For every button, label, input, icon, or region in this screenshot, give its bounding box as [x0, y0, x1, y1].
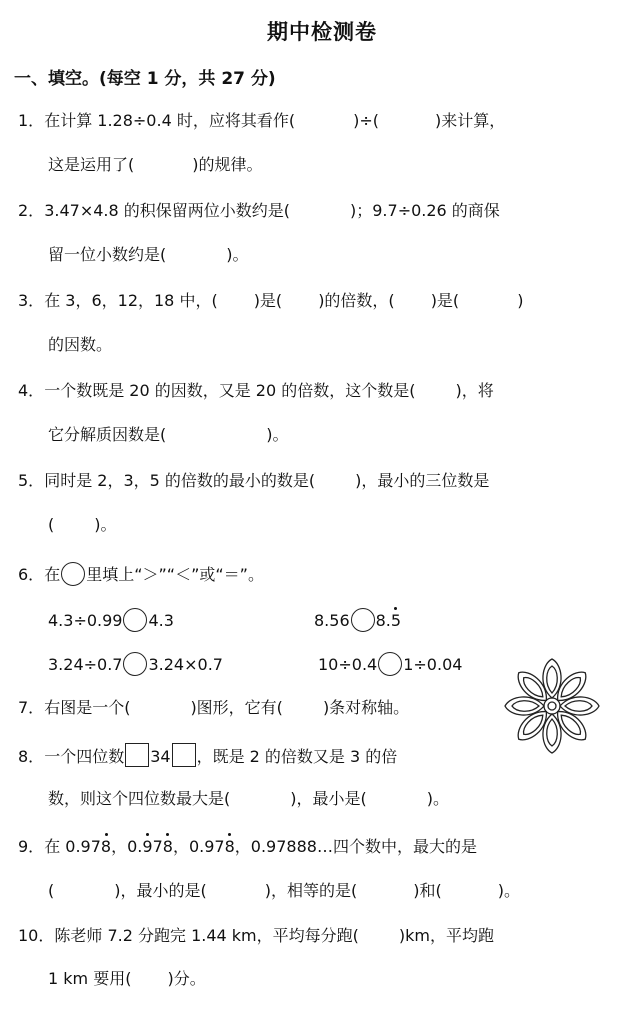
question-5-line-1: 5．同时是 2，3，5 的倍数的最小的数是( )，最小的三位数是 — [18, 471, 490, 490]
question-6-line-1: 6．在 里填上“＞”“＜”或“＝”。 — [18, 562, 264, 586]
question-6-expr-2: 8.56 8.5 — [314, 608, 401, 632]
question-number: 10． — [18, 926, 55, 945]
question-9-line-1: 9．在 0.978，0.978，0.978，0.97888…四个数中，最大的是 — [18, 837, 477, 856]
digit-box[interactable] — [172, 743, 196, 767]
question-6-expr-4: 10÷0.4 1÷0.04 — [318, 652, 462, 676]
question-3-line-2: 的因数。 — [48, 335, 113, 354]
question-1-line-2: 这是运用了( )的规律。 — [48, 155, 263, 174]
question-number: 1． — [18, 111, 45, 130]
question-2-line-1: 2．3.47×4.8 的积保留两位小数约是( )；9.7÷0.26 的商保 — [18, 201, 500, 220]
digit-box[interactable] — [125, 743, 149, 767]
compare-circle[interactable] — [378, 652, 402, 676]
question-3-line-1: 3．在 3，6，12，18 中，( )是( )的倍数，( )是( ) — [18, 291, 524, 310]
compare-circle[interactable] — [351, 608, 375, 632]
question-8-line-2: 数，则这个四位数最大是( )，最小是( )。 — [48, 789, 449, 808]
question-4-line-1: 4．一个数既是 20 的因数，又是 20 的倍数，这个数是( )，将 — [18, 381, 494, 400]
question-10-line-2: 1 km 要用( )分。 — [48, 969, 206, 988]
circle-icon — [61, 562, 85, 586]
question-number: 9． — [18, 837, 45, 856]
question-8-line-1: 8．一个四位数 34 ，既是 2 的倍数又是 3 的倍 — [18, 743, 397, 768]
question-1-line-1: 1．在计算 1.28÷0.4 时，应将其看作( )÷( )来计算， — [18, 111, 506, 130]
compare-circle[interactable] — [123, 652, 147, 676]
question-number: 7． — [18, 698, 45, 717]
question-number: 3． — [18, 291, 45, 310]
question-9-line-2: ( )，最小的是( )，相等的是( )和( )。 — [48, 881, 520, 900]
question-6-expr-1: 4.3÷0.99 4.3 — [48, 608, 174, 632]
question-number: 4． — [18, 381, 45, 400]
question-number: 5． — [18, 471, 45, 490]
question-number: 6． — [18, 565, 45, 584]
question-6-expr-3: 3.24÷0.7 3.24×0.7 — [48, 652, 223, 676]
question-4-line-2: 它分解质因数是( )。 — [48, 425, 289, 444]
compare-circle[interactable] — [123, 608, 147, 632]
question-10-line-1: 10．陈老师 7.2 分跑完 1.44 km，平均每分跑( )km，平均跑 — [18, 926, 494, 945]
question-5-line-2: ( )。 — [48, 515, 117, 534]
page-title: 期中检测卷 — [267, 20, 377, 44]
question-number: 2． — [18, 201, 45, 220]
flower-figure-icon — [502, 656, 602, 756]
section-heading: 一、填空。(每空 1 分，共 27 分) — [14, 69, 276, 89]
question-7: 7．右图是一个( )图形，它有( )条对称轴。 — [18, 698, 410, 717]
question-2-line-2: 留一位小数约是( )。 — [48, 245, 249, 264]
question-number: 8． — [18, 747, 45, 766]
